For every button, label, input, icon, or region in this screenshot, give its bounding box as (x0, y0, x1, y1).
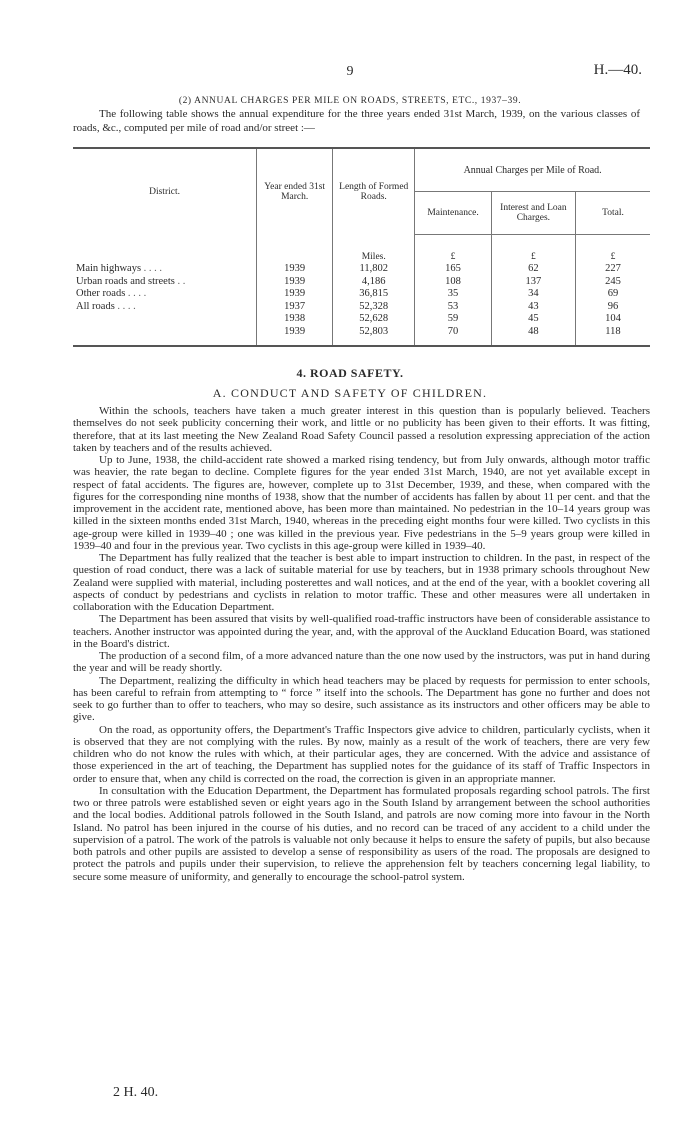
total-cell: 227 (575, 262, 650, 275)
table-row (73, 299, 650, 312)
total-cell: 69 (575, 287, 650, 300)
paragraph: The Department, realizing the difficulty in which head teachers may be placed by requests for permission to enter schools, has been careful to refrain from attempting to “ force ” itself into the schools. The Department has gone no further and does not seek to go further than to offer to teachers, who may so desire, such assistance as its instructors and other officers may be able to give. (73, 674, 650, 724)
year-cell: 1939 (257, 287, 333, 300)
leader-dots: . . . . (117, 300, 136, 312)
district-name: All roads (76, 300, 115, 312)
maintenance-cell: 70 (415, 324, 492, 346)
paragraph: The production of a second film, of a more advanced nature than the one now used by the instructors, was put in hand during the year and will be ready shortly. (73, 650, 650, 675)
unit-maintenance: £ (415, 235, 492, 262)
report-reference: H.—40. (593, 62, 642, 78)
paragraph: On the road, as opportunity offers, the Department's Traffic Inspectors give advice to children, particularly cyclists, when it is observed that they are not complying with the rules. By now, mainly as a result of the work of teachers, there are very few children who do not know the rules with which, at their particular ages, they are concerned. With the advice and assistance of those experienced in the art of teaching, the Department has supplied notes for the guidance of its staff of Traffic Inspectors in order to ensure that, when any child is corrected on the road, the correction is given in an appropriate manner. (73, 723, 650, 785)
length-cell: 4,186 (333, 274, 415, 287)
paragraph: In consultation with the Education Department, the Department has formulated proposals regarding school patrols. The first two or three patrols were established seven or eight years ago in the South Island by arrangement between the school authorities and the local bodies. Additional patrols followed in the South Island, and patrols are now coming more into favour in the North Island. No patrol has been injured in the course of his duties, and no record can be traced of any accident to a child under the supervision of a patrol. The work of the patrols is valuable not only because it helps to ensure the safety of pupils, but also because both patrols and other pupils are assisted to develop a sense of responsibility as users of the road. The proposals are designed to protect the patrols and pupils under their supervision, to relieve the apprehension felt by teachers concerning legal liability, to secure some measure of uniformity, and generally to encourage the school-patrol system. (73, 784, 650, 883)
paragraph: The Department has been assured that visits by well-qualified road-traffic instructors have been of considerable assistance to teachers. Another instructor was appointed during the year, and, with the approval of the Auckland Education Board, was stationed in the Board's district. (73, 613, 650, 650)
maintenance-cell: 165 (415, 262, 492, 275)
paragraph: Within the schools, teachers have taken a much greater interest in this question than is popularly believed. Teachers themselves do not seek publicity concerning their work, and little or no publicity has been given to their efforts. It was fitting, therefore, that at its last meeting the New Zealand Road Safety Council passed a resolution expressing appreciation of the action taken by teachers and of the results achieved. (73, 405, 650, 454)
total-cell: 96 (575, 299, 650, 312)
table-row (73, 324, 650, 346)
header-maintenance: Maintenance. (415, 192, 492, 235)
units-row (73, 235, 650, 262)
year-cell: 1939 (257, 324, 333, 346)
length-cell: 11,802 (333, 262, 415, 275)
length-cell: 36,815 (333, 287, 415, 300)
total-cell: 118 (575, 324, 650, 346)
interest-cell: 43 (491, 299, 575, 312)
unit-total: £ (575, 235, 650, 262)
year-cell: 1939 (257, 274, 333, 287)
maintenance-cell: 35 (415, 287, 492, 300)
year-cell: 1938 (257, 312, 333, 325)
year-cell: 1937 (257, 299, 333, 312)
table-row (73, 312, 650, 325)
interest-cell: 62 (491, 262, 575, 275)
footer-signature: 2 H. 40. (113, 1085, 159, 1100)
section-2-intro: The following table shows the annual expenditure for the three years ended 31st March, 1939, on the various classes of roads, &c., computed per mile of road and/or street :— (73, 108, 640, 134)
section-4-subtitle: A. CONDUCT AND SAFETY OF CHILDREN. (212, 386, 488, 400)
district-name: Urban roads and streets (76, 275, 175, 287)
header-total: Total. (575, 192, 650, 235)
maintenance-cell: 108 (415, 274, 492, 287)
maintenance-cell: 59 (415, 312, 492, 325)
leader-dots: . . (177, 275, 186, 287)
body-text (73, 405, 650, 883)
header-length: Length of Formed Roads. (333, 148, 415, 235)
maintenance-cell: 53 (415, 299, 492, 312)
total-cell: 245 (575, 274, 650, 287)
unit-interest: £ (491, 235, 575, 262)
header-annual-charges: Annual Charges per Mile of Road. (415, 148, 650, 192)
district-name: Main highways (76, 263, 142, 274)
length-cell: 52,628 (333, 312, 415, 325)
interest-cell: 34 (491, 287, 575, 300)
paragraph: Up to June, 1938, the child-accident rate showed a marked rising tendency, but from July onwards, although motor traffic was heavier, the rate began to decline. Complete figures for the year ended 31st March, 1940, are not yet available except in respect of fatal accidents. The figures are, however, complete up to 31st December, 1939, and these, when compared with the figures for the corresponding nine months of 1938, show that the number of accidents has fallen by about 11 per cent. and that the improvement in the accident rate, mentioned above, has been more than maintained. No pedestrian in the 10–14 years group was killed in the sixteen months ended 31st March, 1940, whereas in the preceding eight months four were killed. Two cyclists in this age-group were killed in 1939–40 ; one was killed in the previous year. Five pedestrians in the 5–9 years group were killed in 1939–40 and four in the previous year. Two cyclists in this age-group were killed in 1939–40. (73, 454, 650, 552)
header-year-ended: Year ended 31st March. (257, 148, 333, 235)
header-district: District. (149, 186, 180, 197)
leader-dots: . . . . (143, 263, 163, 274)
interest-cell: 45 (491, 312, 575, 325)
paragraph: The Department has fully realized that the teacher is best able to impart instruction to children. In the past, in respect of the question of road conduct, there was a lack of suitable material for use by teachers, but in 1938 primary schools throughout New Zealand were supplied with material, including posterettes and wall notices, and at the end of the year, with a booklet covering all aspects of conduct by pedestrians and cyclists in relation to motor traffic. These and other measures were all undertaken in collaboration with the Education Department. (73, 552, 650, 613)
total-cell: 104 (575, 312, 650, 325)
year-cell: 1939 (257, 262, 333, 275)
unit-length: Miles. (333, 235, 415, 262)
table-row (73, 262, 650, 275)
length-cell: 52,803 (333, 324, 415, 346)
interest-cell: 48 (491, 324, 575, 346)
header-interest: Interest and Loan Charges. (491, 192, 575, 235)
section-4-title: 4. ROAD SAFETY. (296, 366, 404, 380)
road-charges-table-wrapper (73, 147, 650, 347)
table-row (73, 274, 650, 287)
table-row (73, 287, 650, 300)
district-name: Other roads (76, 288, 126, 299)
road-charges-table (73, 147, 650, 347)
leader-dots: . . . . (127, 288, 147, 299)
length-cell: 52,328 (333, 299, 415, 312)
page-number: 9 (346, 64, 354, 79)
section-2-title: (2) ANNUAL CHARGES PER MILE ON ROADS, STREETS, ETC., 1937–39. (178, 96, 522, 106)
interest-cell: 137 (491, 274, 575, 287)
